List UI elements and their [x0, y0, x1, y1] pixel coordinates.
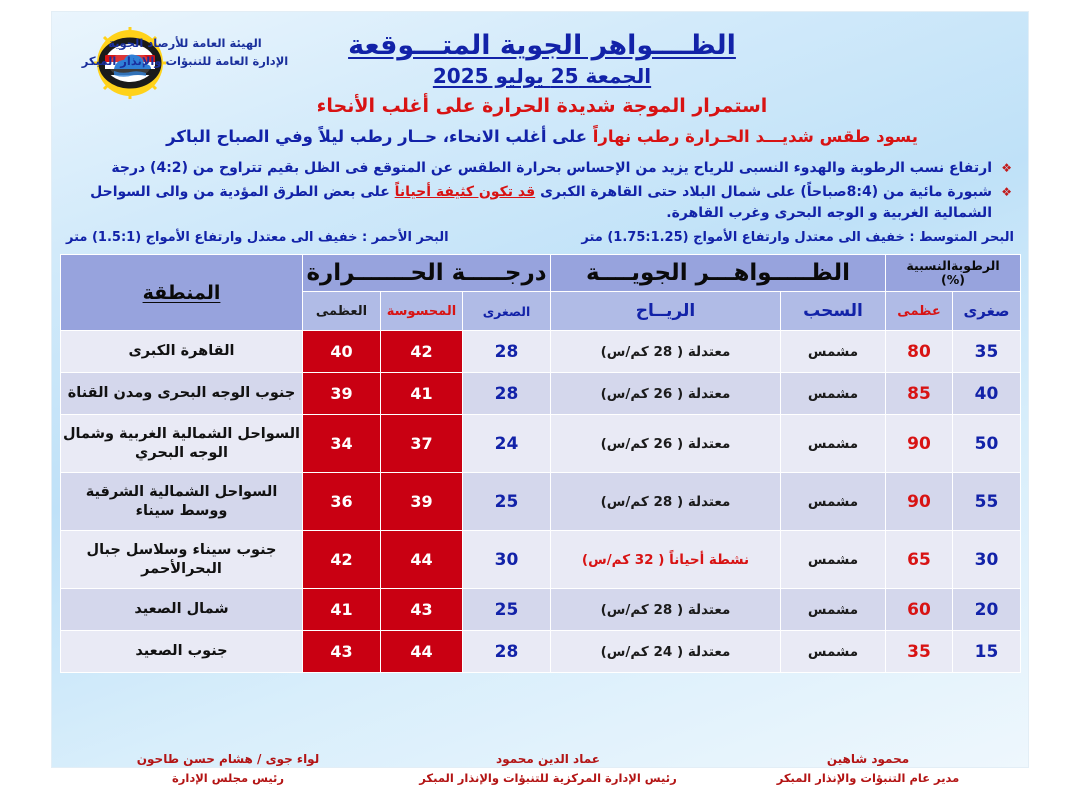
- cell-winds: نشطة أحياناً ( 32 كم/س): [551, 531, 781, 589]
- cell-humidity-min: 20: [953, 589, 1021, 631]
- cell-winds: معتدلة ( 28 كم/س): [551, 473, 781, 531]
- cell-humidity-min: 40: [953, 373, 1021, 415]
- bullet-marker-icon: ❖: [1001, 184, 1012, 199]
- cell-region: القاهرة الكبرى: [61, 331, 303, 373]
- org-line-1: الهيئة العامة للأرصاد الجوية: [108, 36, 262, 50]
- cell-temp-max: 41: [303, 589, 381, 631]
- cell-temp-feel: 37: [381, 415, 463, 473]
- cell-humidity-max: 65: [886, 531, 953, 589]
- cell-clouds: مشمس: [781, 373, 886, 415]
- cell-temp-feel: 41: [381, 373, 463, 415]
- cell-winds: معتدلة ( 28 كم/س): [551, 331, 781, 373]
- cell-winds: معتدلة ( 24 كم/س): [551, 631, 781, 673]
- lead-summary: [92, 127, 992, 146]
- group-header-phenomena: الظـــــواهـــر الجويــــة: [551, 255, 886, 292]
- cell-winds: معتدلة ( 26 كم/س): [551, 415, 781, 473]
- cell-humidity-min: 55: [953, 473, 1021, 531]
- column-header-temp-feel: المحسوسة: [381, 292, 463, 331]
- column-header-clouds: السحب: [781, 292, 886, 331]
- table-row: [61, 373, 1021, 415]
- lead-summary-part1: يسود طقس شديـــد الحـرارة رطب نهاراً: [592, 127, 918, 146]
- signature-row: [68, 749, 1028, 789]
- signature-chairman: [68, 749, 388, 789]
- cell-humidity-min: 30: [953, 531, 1021, 589]
- bullet-text-fog-a: شبورة مائية من (8:4صباحاً) على شمال البلاد حتى القاهرة الكبرى: [540, 183, 992, 200]
- cell-humidity-max: 35: [886, 631, 953, 673]
- cell-region: السواحل الشمالية الشرقية ووسط سيناء: [61, 473, 303, 531]
- bullet-marker-icon: ❖: [1001, 161, 1012, 175]
- forecast-table: [60, 254, 1021, 673]
- cell-humidity-max: 80: [886, 331, 953, 373]
- column-header-winds: الريــاح: [551, 292, 781, 331]
- cell-humidity-max: 85: [886, 373, 953, 415]
- cell-clouds: مشمس: [781, 415, 886, 473]
- bullet-text-fog-b: قد تكون كثيفة أحياناً: [394, 183, 536, 200]
- cell-region: جنوب الوجه البحرى ومدن القناة: [61, 373, 303, 415]
- signature-central-head-title: رئيس الإدارة المركزية للتنبؤات والإنذار المبكر: [419, 771, 677, 786]
- bullet-text-fog-c: على بعض الطرق المؤدية من والى السواحل الشمالية الغربية و الوجه البحرى وغرب القاهرة.: [90, 183, 992, 222]
- cell-humidity-min: 50: [953, 415, 1021, 473]
- cell-temp-feel: 39: [381, 473, 463, 531]
- bullet-item-fog: [66, 182, 1014, 225]
- cell-temp-min: 25: [463, 473, 551, 531]
- headline-warning: استمرار الموجة شديدة الحرارة على أغلب الأنحاء: [316, 95, 768, 117]
- cell-temp-min: 24: [463, 415, 551, 473]
- forecast-sheet: [52, 12, 1028, 786]
- table-row: [61, 415, 1021, 473]
- signature-central-head-name: عماد الدين محمود: [496, 752, 600, 766]
- lead-summary-part2: على أغلب الانحاء، حــار رطب ليلاً وفي الصباح الباكر: [166, 127, 587, 146]
- signature-director-title: مدير عام التنبؤات والإنذار المبكر: [776, 771, 960, 786]
- signature-director-name: محمود شاهين: [826, 752, 910, 766]
- cell-humidity-max: 90: [886, 415, 953, 473]
- document-header: [52, 12, 1028, 262]
- cell-temp-min: 30: [463, 531, 551, 589]
- org-line-2: الإدارة العامة للتنبؤات والإنذار المبكر: [81, 54, 289, 69]
- cell-temp-max: 40: [303, 331, 381, 373]
- cell-temp-max: 39: [303, 373, 381, 415]
- cell-temp-feel: 43: [381, 589, 463, 631]
- table-row: [61, 331, 1021, 373]
- cell-humidity-min: 35: [953, 331, 1021, 373]
- bullet-item-humidity: [66, 158, 1014, 180]
- column-header-temp-min: الصغرى: [463, 292, 551, 331]
- forecast-date: الجمعة 25 يوليو 2025: [432, 64, 652, 88]
- cell-temp-max: 36: [303, 473, 381, 531]
- cell-temp-min: 25: [463, 589, 551, 631]
- group-header-temperature: درجـــــة الحـــــــرارة: [303, 255, 551, 292]
- cell-temp-min: 28: [463, 373, 551, 415]
- cell-clouds: مشمس: [781, 531, 886, 589]
- table-row: [61, 473, 1021, 531]
- cell-humidity-max: 90: [886, 473, 953, 531]
- cell-clouds: مشمس: [781, 331, 886, 373]
- cell-region: جنوب الصعيد: [61, 631, 303, 673]
- column-header-humidity-min: صغرى: [953, 292, 1021, 331]
- sea-conditions: [66, 230, 1014, 245]
- cell-temp-max: 43: [303, 631, 381, 673]
- cell-temp-min: 28: [463, 631, 551, 673]
- bullet-list: [66, 158, 1014, 227]
- column-header-humidity-max: عظمى: [886, 292, 953, 331]
- table-row: [61, 531, 1021, 589]
- cell-region: السواحل الشمالية الغربية وشمال الوجه البحري: [61, 415, 303, 473]
- cell-temp-max: 34: [303, 415, 381, 473]
- signature-chairman-name: لواء جوى / هشام حسن طاحون: [136, 752, 320, 766]
- group-header-humidity: [886, 255, 1021, 292]
- cell-region: شمال الصعيد: [61, 589, 303, 631]
- cell-winds: معتدلة ( 26 كم/س): [551, 373, 781, 415]
- cell-winds: معتدلة ( 28 كم/س): [551, 589, 781, 631]
- cell-region: جنوب سيناء وسلاسل جبال البحرالأحمر: [61, 531, 303, 589]
- cell-temp-feel: 42: [381, 331, 463, 373]
- page-title: الظــــواهر الجوية المتـــوقعة: [348, 30, 736, 61]
- cell-temp-max: 42: [303, 531, 381, 589]
- group-header-humidity-line2: (%): [941, 272, 965, 287]
- cell-temp-feel: 44: [381, 631, 463, 673]
- bullet-text-humidity: ارتفاع نسب الرطوبة والهدوء النسبى للرياح يزيد من الإحساس بحرارة الطقس عن المتوقع فى الظل بقيم تتراوح من (4:2) درجة: [111, 160, 992, 176]
- table-row: [61, 589, 1021, 631]
- table-group-header-row: [61, 255, 1021, 292]
- cell-humidity-min: 15: [953, 631, 1021, 673]
- signature-director: [708, 749, 1028, 789]
- sea-mediterranean: البحر المتوسط : خفيف الى معتدل وارتفاع الأمواج (1.75:1.25) متر: [581, 230, 1014, 245]
- group-header-humidity-line1: الرطوبةالنسبية: [906, 257, 1000, 273]
- cell-temp-feel: 44: [381, 531, 463, 589]
- cell-temp-min: 28: [463, 331, 551, 373]
- table-row: [61, 631, 1021, 673]
- signature-chairman-title: رئيس مجلس الإدارة: [171, 771, 284, 786]
- cell-clouds: مشمس: [781, 473, 886, 531]
- group-header-region: المنطقة: [61, 255, 303, 331]
- cell-humidity-max: 60: [886, 589, 953, 631]
- cell-clouds: مشمس: [781, 631, 886, 673]
- table-body: [61, 331, 1021, 673]
- cell-clouds: مشمس: [781, 589, 886, 631]
- sea-red: البحر الأحمر : خفيف الى معتدل وارتفاع الأمواج (1.5:1) متر: [66, 230, 449, 245]
- signature-central-head: [388, 749, 708, 789]
- column-header-temp-max: العظمى: [303, 292, 381, 331]
